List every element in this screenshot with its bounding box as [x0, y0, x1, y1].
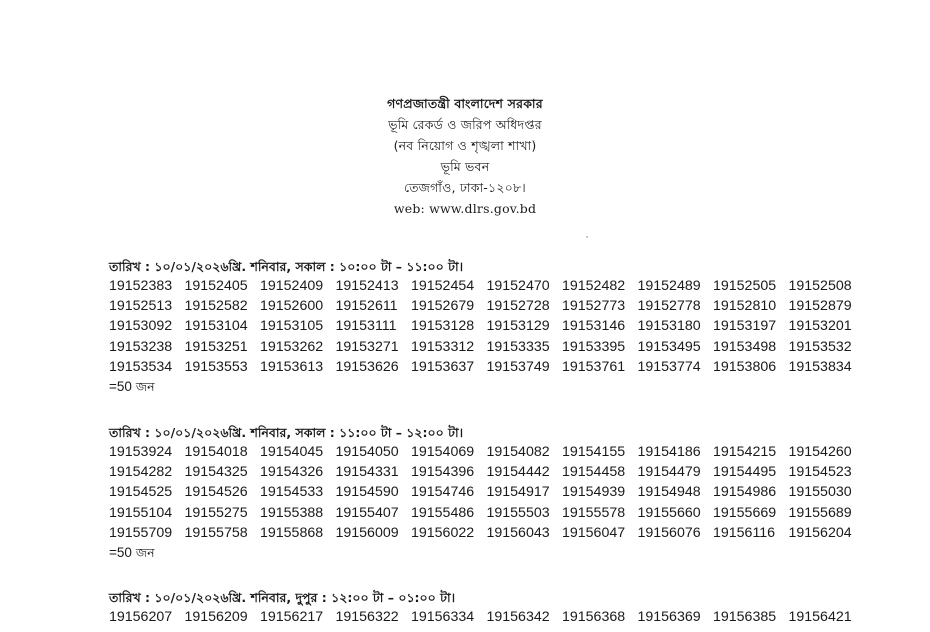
schedule-section-3 — [109, 589, 869, 627]
roll-number: 19154533 — [260, 484, 324, 501]
section-title: তারিখ : ১০/০১/২০২৬খ্রি. শনিবার, দুপুর : ১২:০০ টা – ০১:০০ টা। — [109, 590, 456, 605]
roll-number: 19152505 — [713, 278, 777, 294]
roll-row — [109, 337, 869, 357]
candidate-count — [109, 377, 869, 396]
schedule-section-1 — [109, 258, 869, 396]
roll-number: 19152773 — [562, 298, 626, 315]
roll-number: 19156009 — [335, 524, 399, 541]
roll-number: 19152409 — [260, 278, 324, 294]
roll-number: 19155486 — [411, 504, 475, 521]
roll-number: 19154215 — [713, 444, 777, 460]
roll-number: 19156322 — [335, 609, 399, 625]
roll-number: 19156368 — [562, 609, 626, 625]
count-unit: জন — [135, 544, 155, 560]
roll-number: 19156209 — [184, 609, 248, 625]
roll-number: 19152482 — [562, 278, 626, 294]
roll-number: 19154045 — [260, 444, 324, 460]
roll-number: 19153105 — [260, 318, 324, 335]
roll-number: 19155104 — [109, 504, 173, 521]
roll-number: 19154082 — [486, 444, 550, 460]
roll-number: 19153312 — [411, 338, 475, 355]
roll-number: 19156204 — [788, 524, 852, 541]
roll-number: 19152600 — [260, 298, 324, 315]
roll-number: 19152679 — [411, 298, 475, 315]
roll-number: 19153201 — [788, 318, 852, 335]
roll-number: 19152513 — [109, 298, 173, 315]
roll-number: 19153271 — [335, 338, 399, 355]
roll-row — [109, 442, 869, 462]
roll-number: 19154050 — [335, 444, 399, 460]
roll-number: 19155689 — [788, 504, 852, 521]
roll-number: 19155503 — [486, 504, 550, 521]
roll-number: 19152728 — [486, 298, 550, 315]
roll-number: 19154948 — [637, 484, 701, 501]
roll-number: 19155709 — [109, 524, 173, 541]
roll-number: 19153251 — [184, 338, 248, 355]
roll-number: 19154325 — [184, 464, 248, 481]
roll-number: 19153834 — [788, 358, 852, 375]
roll-number: 19156043 — [486, 524, 550, 541]
roll-number: 19154442 — [486, 464, 550, 481]
roll-number: 19153761 — [562, 358, 626, 375]
building-name: ভূমি ভবন — [440, 159, 490, 174]
roll-number: 19153395 — [562, 338, 626, 355]
roll-number: 19154018 — [184, 444, 248, 460]
roll-number: 19152611 — [335, 298, 398, 315]
roll-row — [109, 357, 869, 377]
office-address: তেজগাঁও, ঢাকা-১২০৮। — [404, 180, 526, 195]
roll-number: 19156334 — [411, 609, 475, 625]
count-value: =50 — [109, 378, 132, 394]
roll-number: 19154155 — [562, 444, 626, 460]
roll-number: 19153626 — [335, 358, 399, 375]
roll-number: 19156076 — [637, 524, 701, 541]
roll-number: 19153806 — [713, 358, 777, 375]
roll-number: 19154260 — [788, 444, 852, 460]
roll-number: 19156116 — [713, 524, 776, 541]
office-header — [0, 93, 930, 219]
roll-number: 19152470 — [486, 278, 550, 294]
roll-number: 19154282 — [109, 464, 173, 481]
roll-number: 19152454 — [411, 278, 475, 294]
roll-number: 19153498 — [713, 338, 777, 355]
roll-number: 19152778 — [637, 298, 701, 315]
roll-number: 19153111 — [335, 318, 397, 335]
count-value: =50 — [109, 544, 132, 560]
section-title: তারিখ : ১০/০১/২০২৬খ্রি. শনিবার, সকাল : ১১:০০ টা – ১২:০০ টা। — [109, 425, 464, 440]
roll-number: 19153637 — [411, 358, 475, 375]
roll-number: 19153092 — [109, 318, 173, 335]
scan-speck — [586, 236, 588, 238]
roll-number: 19156421 — [788, 609, 852, 625]
roll-number: 19152405 — [184, 278, 248, 294]
roll-number: 19156022 — [411, 524, 475, 541]
roll-number: 19156385 — [713, 609, 777, 625]
roll-number: 19154939 — [562, 484, 626, 501]
schedule-section-2 — [109, 424, 869, 562]
roll-number: 19153129 — [486, 318, 550, 335]
roll-number: 19154746 — [411, 484, 475, 501]
roll-number: 19153553 — [184, 358, 248, 375]
roll-number: 19154526 — [184, 484, 248, 501]
roll-number: 19154986 — [713, 484, 777, 501]
roll-row — [109, 276, 869, 296]
roll-number: 19156342 — [486, 609, 550, 625]
roll-number: 19156217 — [260, 609, 324, 625]
roll-number: 19155275 — [184, 504, 248, 521]
roll-number: 19153238 — [109, 338, 173, 355]
roll-number: 19155578 — [562, 504, 626, 521]
roll-number: 19153532 — [788, 338, 852, 355]
roll-row — [109, 503, 869, 523]
roll-number: 19156369 — [637, 609, 701, 625]
roll-number: 19154186 — [637, 444, 701, 460]
candidate-count — [109, 543, 869, 562]
roll-row — [109, 316, 869, 336]
roll-row — [109, 482, 869, 502]
roll-number: 19154479 — [637, 464, 701, 481]
roll-number: 19152413 — [335, 278, 399, 294]
roll-number: 19152383 — [109, 278, 173, 294]
roll-number: 19155758 — [184, 524, 248, 541]
roll-number: 19155030 — [788, 484, 852, 501]
roll-number: 19156047 — [562, 524, 626, 541]
roll-number: 19154590 — [335, 484, 399, 501]
roll-number: 19154495 — [713, 464, 777, 481]
roll-number: 19154331 — [335, 464, 399, 481]
roll-number: 19153335 — [486, 338, 550, 355]
roll-number: 19154525 — [109, 484, 173, 501]
roll-number: 19153262 — [260, 338, 324, 355]
roll-number: 19153924 — [109, 444, 173, 460]
roll-number: 19153104 — [184, 318, 248, 335]
roll-number: 19155388 — [260, 504, 324, 521]
roll-number: 19152508 — [788, 278, 852, 294]
government-name: গণপ্রজাতন্ত্রী বাংলাদেশ সরকার — [387, 96, 543, 111]
roll-number: 19152879 — [788, 298, 852, 315]
website-line: web: www.dlrs.gov.bd — [393, 201, 537, 216]
roll-number: 19152582 — [184, 298, 248, 315]
roll-row — [109, 462, 869, 482]
section-title: তারিখ : ১০/০১/২০২৬খ্রি. শনিবার, সকাল : ১০:০০ টা – ১১:০০ টা। — [109, 259, 464, 274]
roll-number: 19154326 — [260, 464, 324, 481]
count-unit: জন — [135, 378, 155, 394]
roll-number: 19154069 — [411, 444, 475, 460]
roll-row — [109, 296, 869, 316]
roll-number: 19153180 — [637, 318, 701, 335]
roll-row — [109, 607, 869, 627]
roll-number: 19154458 — [562, 464, 626, 481]
roll-number: 19155669 — [713, 504, 777, 521]
roll-number: 19153128 — [411, 318, 475, 335]
roll-number: 19155407 — [335, 504, 399, 521]
roll-number: 19153534 — [109, 358, 173, 375]
roll-number: 19152489 — [637, 278, 701, 294]
roll-number: 19154917 — [486, 484, 550, 501]
branch-name: (নব নিয়োগ ও শৃঙ্খলা শাখা) — [393, 138, 537, 153]
roll-number: 19153146 — [562, 318, 626, 335]
roll-number: 19156207 — [109, 609, 173, 625]
roll-number: 19154396 — [411, 464, 475, 481]
roll-number: 19153749 — [486, 358, 550, 375]
roll-number: 19153495 — [637, 338, 701, 355]
roll-number: 19152810 — [713, 298, 777, 315]
department-name: ভূমি রেকর্ড ও জরিপ অধিদপ্তর — [388, 117, 542, 132]
roll-number: 19154523 — [788, 464, 852, 481]
roll-row — [109, 523, 869, 543]
roll-number: 19153774 — [637, 358, 701, 375]
roll-number: 19153197 — [713, 318, 777, 335]
roll-number: 19155868 — [260, 524, 324, 541]
roll-number: 19153613 — [260, 358, 324, 375]
roll-number: 19155660 — [637, 504, 701, 521]
